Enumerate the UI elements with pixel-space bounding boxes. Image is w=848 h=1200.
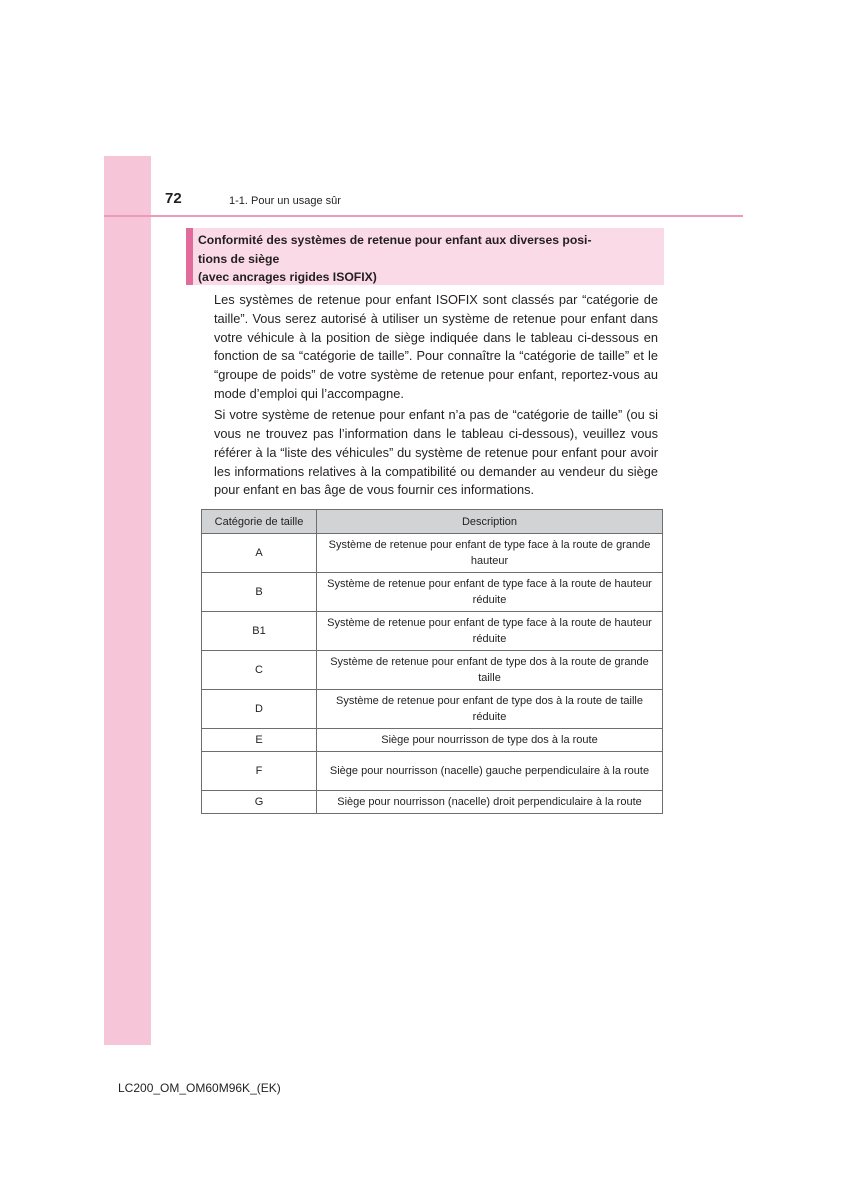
paragraph: Si votre système de retenue pour enfant n’a pas de “catégorie de taille” (ou si vous ne trouvez pas l’information dans le tableau ci-dessous), veuillez vous référer à la “liste des véhicules” du système de retenue pour enfant pour avoir les informations relatives à la compatibilité ou demander au vendeur du siège pour enfant en bas âge de vous fournir ces informations. [214,407,658,498]
table-row [202,534,663,573]
page-number: 72 [165,190,182,207]
description-cell: Système de retenue pour enfant de type dos à la route de taille réduite [317,690,663,729]
table-header-row [202,510,663,534]
running-head: 1-1. Pour un usage sûr [229,195,341,207]
chapter-side-tab [104,156,151,1045]
description-cell: Siège pour nourrisson (nacelle) gauche perpendiculaire à la route [317,752,663,791]
section-heading [186,228,664,285]
size-category-table [201,509,663,814]
header-category: Catégorie de taille [202,510,317,534]
category-cell: E [202,729,317,752]
header-description: Description [317,510,663,534]
description-cell: Système de retenue pour enfant de type face à la route de grande hauteur [317,534,663,573]
category-cell: G [202,791,317,814]
table-row [202,791,663,814]
paragraph: Les systèmes de retenue pour enfant ISOFIX sont classés par “catégorie de taille”. Vous serez autorisé à utiliser un système de retenue pour enfant dans votre véhicule à la position de siège indiquée dans le tableau ci-dessous en fonction de sa “catégorie de taille”. Pour connaître la “catégorie de taille” et le “groupe de poids” de votre système de retenue pour enfant, reportez-vous au mode d’emploi qui l’accompagne. [214,292,658,401]
section-heading-line-3: (avec ancrages rigides ISOFIX) [198,270,377,284]
description-cell: Siège pour nourrisson (nacelle) droit perpendiculaire à la route [317,791,663,814]
description-cell: Système de retenue pour enfant de type face à la route de hauteur réduite [317,573,663,612]
table-row [202,729,663,752]
section-heading-line-1: Conformité des systèmes de retenue pour enfant aux diverses posi- [198,233,592,247]
table-row [202,612,663,651]
section-heading-line-2: tions de siège [198,251,280,266]
category-cell: B1 [202,612,317,651]
category-cell: D [202,690,317,729]
category-cell: C [202,651,317,690]
description-cell: Siège pour nourrisson de type dos à la route [317,729,663,752]
table-row [202,651,663,690]
description-cell: Système de retenue pour enfant de type face à la route de hauteur réduite [317,612,663,651]
category-cell: B [202,573,317,612]
body-text [214,291,658,503]
category-cell: F [202,752,317,791]
footer-code: LC200_OM_OM60M96K_(EK) [118,1081,281,1095]
table-row [202,690,663,729]
table-row [202,573,663,612]
description-cell: Système de retenue pour enfant de type dos à la route de grande taille [317,651,663,690]
category-cell: A [202,534,317,573]
table-row [202,752,663,791]
header-rule [104,215,743,217]
